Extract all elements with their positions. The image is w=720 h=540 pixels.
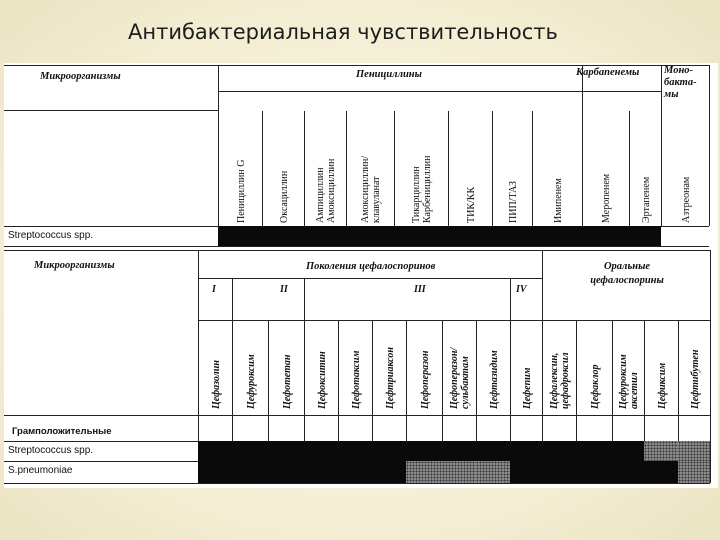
susceptibility-cell: [304, 441, 338, 461]
bottom-table-column-divider: [710, 250, 711, 483]
bottom-column-label: Цефазолин: [210, 360, 222, 409]
susceptibility-cell: [442, 461, 476, 483]
susceptibility-cell: [442, 441, 476, 461]
top-table-column-divider: [582, 65, 583, 226]
susceptibility-cell: [532, 226, 582, 246]
susceptibility-cell: [510, 441, 542, 461]
top-table-column-divider: [262, 111, 263, 226]
susceptibility-cell: [218, 226, 262, 246]
top-column-label: Эртапенем: [640, 176, 652, 223]
susceptibility-cell: [644, 441, 678, 461]
bottom-column-label: сульбактам: [460, 356, 471, 409]
susceptibility-cell: [304, 226, 346, 246]
top-table-column-divider: [661, 65, 662, 226]
microorganisms-header: Микроорганизмы: [40, 71, 121, 82]
susceptibility-cell: [576, 461, 612, 483]
cephalosporin-generations-header: Поколения цефалоспоринов: [306, 261, 436, 272]
bottom-column-label: Цефтриаксон: [384, 347, 396, 409]
carbapenems-group-header: Карбапенемы: [576, 67, 640, 78]
top-table-line: [4, 65, 709, 66]
oral-cephalosporins-header: Оральные: [603, 261, 651, 272]
organism-row-label: Streptococcus spp.: [8, 445, 94, 456]
bottom-column-label: Цефаклор: [589, 364, 601, 409]
generation-divider: [304, 278, 305, 320]
top-table-line: [218, 91, 661, 92]
susceptibility-cell: [372, 441, 406, 461]
susceptibility-cell: [198, 441, 232, 461]
susceptibility-cell: [582, 226, 629, 246]
top-table-column-divider: [394, 111, 395, 226]
bottom-column-label: Цефотаксим: [350, 350, 362, 409]
susceptibility-cell: [612, 461, 644, 483]
susceptibility-cell: [346, 226, 394, 246]
top-table-column-divider: [629, 111, 630, 226]
top-table-column-divider: [492, 111, 493, 226]
slide-title: Антибактериальная чувствительность: [128, 20, 558, 44]
bottom-table-line: [198, 278, 542, 279]
bottom-table-line: [4, 250, 710, 251]
top-column-label: Азтреонам: [680, 176, 692, 223]
generation-number: IV: [516, 284, 527, 295]
susceptibility-cell: [678, 461, 710, 483]
susceptibility-cell: [629, 226, 661, 246]
top-table-column-divider: [709, 65, 710, 226]
bottom-column-label: Цефепим: [521, 367, 533, 409]
susceptibility-cell: [476, 441, 510, 461]
monobactams-group-header: мы: [664, 89, 679, 100]
monobactams-group-header: Моно-: [664, 65, 694, 76]
top-column-label: Меропенем: [601, 173, 612, 223]
bottom-table-line: [198, 320, 710, 321]
monobactams-group-header: бакта-: [664, 77, 697, 88]
top-column-label: Ампициллин: [315, 167, 326, 223]
bottom-column-label: Цефуроксим: [618, 354, 629, 409]
susceptibility-cell: [268, 461, 304, 483]
generation-number: II: [280, 284, 288, 295]
bottom-column-label: Цефтазидим: [488, 350, 500, 409]
susceptibility-cell: [394, 226, 448, 246]
bottom-column-label: аксетил: [629, 372, 640, 409]
top-table-column-divider: [218, 65, 219, 226]
bottom-table-line: [4, 415, 710, 416]
top-column-label: ПИП/ТАЗ: [507, 180, 519, 223]
susceptibility-cell: [304, 461, 338, 483]
susceptibility-cell: [542, 461, 576, 483]
susceptibility-cell: [406, 461, 442, 483]
susceptibility-cell: [448, 226, 492, 246]
top-table-column-divider: [304, 111, 305, 226]
top-column-label: ТИК/КК: [465, 186, 477, 223]
top-table-line: [4, 246, 709, 247]
top-column-label: Тикарциллин: [411, 166, 422, 223]
susceptibility-cell: [372, 461, 406, 483]
top-table-column-divider: [532, 111, 533, 226]
bottom-column-label: Цефалексин,: [549, 352, 560, 409]
bottom-column-label: Цефиксим: [656, 362, 668, 409]
top-column-label: Амоксициллин: [326, 158, 337, 223]
susceptibility-cell: [232, 461, 268, 483]
bottom-column-label: Цефокситин: [316, 351, 328, 409]
oral-cephalosporins-header: цефалоспорины: [590, 275, 664, 286]
scanned-table-image: [4, 63, 718, 488]
bottom-table-line: [4, 483, 710, 484]
susceptibility-cell: [644, 461, 678, 483]
susceptibility-cell: [476, 461, 510, 483]
top-table-column-divider: [346, 111, 347, 226]
susceptibility-cell: [542, 441, 576, 461]
susceptibility-cell: [510, 461, 542, 483]
susceptibility-cell: [612, 441, 644, 461]
susceptibility-cell: [338, 441, 372, 461]
organism-row-label: S.pneumoniae: [8, 465, 73, 476]
top-column-label: Оксациллин: [278, 170, 290, 223]
generation-number: III: [414, 284, 426, 295]
top-table-line: [4, 110, 218, 111]
generation-divider: [232, 278, 233, 320]
top-table-column-divider: [448, 111, 449, 226]
susceptibility-cell: [576, 441, 612, 461]
organism-row-label: Streptococcus spp.: [8, 230, 94, 241]
susceptibility-cell: [268, 441, 304, 461]
bottom-column-label: Цефуроксим: [245, 354, 257, 409]
susceptibility-cell: [678, 441, 710, 461]
generation-number: I: [212, 284, 216, 295]
susceptibility-cell: [262, 226, 304, 246]
susceptibility-cell: [492, 226, 532, 246]
bottom-column-label: Цефоперазон/: [449, 347, 460, 409]
susceptibility-cell: [406, 441, 442, 461]
top-column-label: Имипенем: [552, 178, 564, 223]
top-column-label: Карбенициллин: [422, 155, 433, 223]
bottom-column-label: Цефтибутен: [689, 349, 701, 409]
bottom-column-label: Цефоперазон: [419, 350, 431, 409]
gram-positive-section-label: Грамположительные: [12, 426, 112, 437]
bottom-column-label: Цефотетан: [281, 354, 293, 409]
top-column-label: клавуланат: [371, 176, 382, 223]
susceptibility-cell: [338, 461, 372, 483]
bottom-column-label: цефадроксил: [560, 352, 571, 409]
top-column-label: Амоксициллин/: [360, 155, 371, 223]
generation-divider: [510, 278, 511, 320]
top-column-label: Пенициллин G: [235, 159, 247, 223]
penicillins-group-header: Пенициллины: [356, 69, 422, 80]
susceptibility-cell: [198, 461, 232, 483]
microorganisms-header: Микроорганизмы: [34, 260, 115, 271]
susceptibility-cell: [232, 441, 268, 461]
